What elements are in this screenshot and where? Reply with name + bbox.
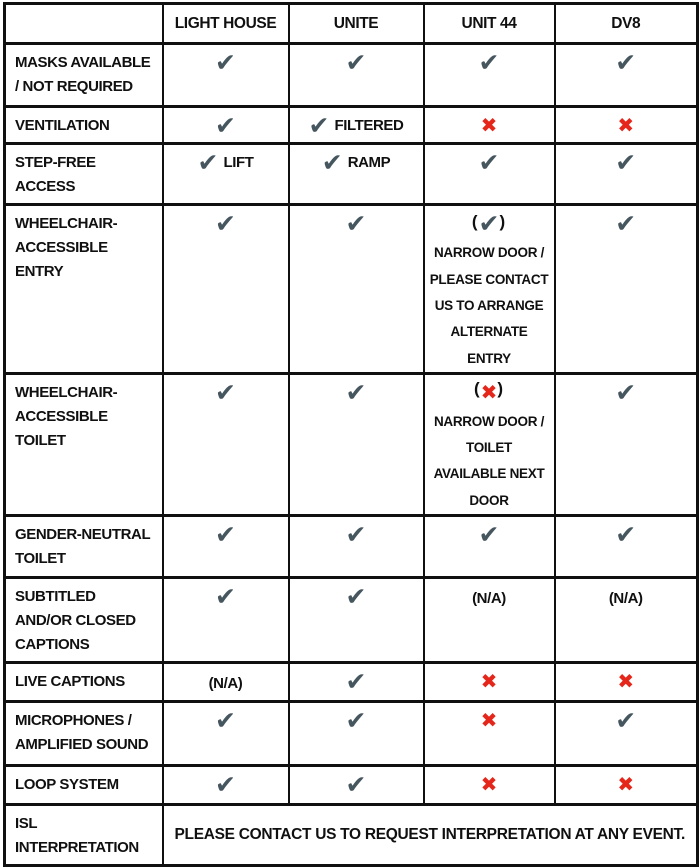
- mark-line: [345, 770, 367, 800]
- table-row: [5, 205, 698, 374]
- mark-line: [345, 582, 367, 612]
- mark-line: [345, 48, 367, 77]
- mark-line: [473, 378, 505, 404]
- cross-icon: ✖: [617, 669, 635, 694]
- cell-note: NARROW DOOR / PLEASE CONTACT US TO ARRANGE ALTERNATE ENTRY: [429, 245, 549, 366]
- venue-cell: [555, 702, 698, 766]
- check-icon: ✔: [215, 48, 236, 77]
- venue-cell: [555, 44, 698, 107]
- mark-line: [615, 48, 637, 77]
- check-icon: ✔: [197, 148, 219, 177]
- na-text: (N/A): [208, 675, 243, 693]
- venue-cell: [163, 44, 289, 107]
- venue-cell: [289, 107, 424, 144]
- check-icon: ✔: [345, 48, 367, 77]
- venue-cell: [289, 205, 424, 374]
- mark-line: [615, 209, 637, 238]
- table-body: [5, 44, 698, 866]
- mark-line: [478, 148, 500, 177]
- table-row: [5, 702, 698, 766]
- mark-suffix-label: FILTERED: [334, 117, 404, 134]
- venue-cell: [163, 663, 289, 702]
- isl-note-text: PLEASE CONTACT US TO REQUEST INTERPRETATION AT ANY EVENT.: [174, 826, 685, 844]
- check-icon: ✔: [345, 770, 367, 800]
- table-row: [5, 805, 698, 866]
- na-text: (N/A): [472, 590, 506, 608]
- venue-cell: [289, 373, 424, 515]
- venue-cell: [289, 663, 424, 702]
- venue-cell: [163, 107, 289, 144]
- venue-cell: [555, 205, 698, 374]
- venue-cell: [289, 702, 424, 766]
- feature-label: SUBTITLED AND/OR CLOSED CAPTIONS: [5, 578, 163, 663]
- check-icon: ✔: [215, 377, 236, 407]
- venue-cell: [555, 663, 698, 702]
- corner-cell: [5, 4, 163, 44]
- venue-cell: [424, 205, 555, 374]
- mark-suffix-label: LIFT: [223, 154, 254, 171]
- venue-cell: [163, 205, 289, 374]
- check-icon: ✔: [215, 111, 236, 140]
- venue-cell: [555, 144, 698, 205]
- venue-cell: [163, 766, 289, 805]
- feature-label: WHEELCHAIR-ACCESSIBLE TOILET: [5, 373, 163, 515]
- check-icon: ✔: [345, 377, 367, 407]
- table-row: [5, 516, 698, 578]
- mark-line: [215, 770, 236, 800]
- mark-line: [345, 377, 367, 407]
- check-icon: ✔: [615, 148, 637, 177]
- venue-cell: [424, 107, 555, 144]
- mark-line: [345, 706, 367, 736]
- feature-label: LOOP SYSTEM: [5, 766, 163, 805]
- mark-line: [215, 209, 236, 238]
- mark-line: [480, 772, 498, 797]
- check-icon: ✔: [615, 520, 637, 550]
- mark-suffix-label: RAMP: [347, 154, 391, 171]
- venue-cell: [555, 578, 698, 663]
- feature-label: VENTILATION: [5, 107, 163, 144]
- mark-line: [215, 377, 236, 407]
- check-icon: ✔: [345, 209, 367, 238]
- mark-line: [617, 669, 635, 694]
- mark-line: [345, 520, 367, 550]
- cross-icon: ✖: [480, 772, 498, 797]
- check-icon: ✔: [345, 667, 367, 697]
- mark-line: [615, 148, 637, 177]
- mark-line: [480, 669, 498, 694]
- venue-cell: [163, 702, 289, 766]
- feature-label: MICROPHONES / AMPLIFIED SOUND: [5, 702, 163, 766]
- column-header-unite: UNITE: [289, 4, 424, 44]
- feature-label: WHEELCHAIR-ACCESSIBLE ENTRY: [5, 205, 163, 374]
- venue-cell: [289, 144, 424, 205]
- na-text: (N/A): [608, 590, 643, 608]
- mark-line: [345, 667, 367, 697]
- venue-cell: [424, 373, 555, 515]
- venue-cell: [555, 107, 698, 144]
- paren-open: (: [473, 378, 481, 398]
- check-icon: ✔: [478, 48, 500, 77]
- check-icon: ✔: [321, 148, 343, 177]
- table-header: [5, 4, 698, 44]
- table-row: [5, 44, 698, 107]
- paren-close: ): [499, 212, 507, 231]
- mark-line: [215, 706, 236, 736]
- mark-line: [215, 48, 236, 77]
- table-row: [5, 766, 698, 805]
- feature-label: GENDER-NEUTRAL TOILET: [5, 516, 163, 578]
- venue-cell: [289, 766, 424, 805]
- paren-close: ): [497, 378, 505, 398]
- mark-line: [480, 708, 498, 733]
- check-icon: ✔: [615, 209, 637, 238]
- venue-cell: [163, 578, 289, 663]
- cross-icon: ✖: [480, 708, 498, 733]
- venue-cell: [555, 766, 698, 805]
- venue-cell: [163, 373, 289, 515]
- mark-line: [478, 520, 500, 550]
- venue-cell: [424, 663, 555, 702]
- check-icon: ✔: [215, 520, 236, 550]
- mark-line: [345, 209, 367, 238]
- header-row: [5, 4, 698, 44]
- column-header-light-house: LIGHT HOUSE: [163, 4, 289, 44]
- isl-note-cell: [163, 805, 698, 866]
- venue-cell: [289, 578, 424, 663]
- check-icon: ✔: [215, 582, 236, 612]
- mark-line: [617, 113, 635, 137]
- check-icon: ✔: [478, 148, 500, 177]
- venue-cell: [424, 144, 555, 205]
- check-icon: ✔: [345, 520, 367, 550]
- mark-line: [615, 706, 637, 736]
- venue-cell: [424, 44, 555, 107]
- venue-cell: [163, 516, 289, 578]
- mark-line: [215, 111, 236, 140]
- check-icon: ✔: [615, 377, 637, 407]
- check-icon: ✔: [615, 706, 637, 736]
- paren-open: (: [471, 212, 479, 231]
- mark-line: [308, 111, 330, 140]
- check-icon: ✔: [615, 48, 637, 77]
- check-icon: ✔: [215, 706, 236, 736]
- check-icon: ✔: [345, 706, 367, 736]
- venue-accessibility-table: [3, 2, 699, 867]
- mark-line: [480, 113, 498, 137]
- cross-icon: ✖: [480, 113, 498, 137]
- check-icon: ✔: [345, 582, 367, 612]
- cross-icon: ✖: [617, 113, 635, 137]
- check-icon: ✔: [478, 520, 500, 550]
- mark-line: [615, 377, 637, 407]
- column-header-dv8: DV8: [555, 4, 698, 44]
- venue-cell: [424, 516, 555, 578]
- cross-icon: ✖: [617, 772, 635, 797]
- venue-cell: [424, 578, 555, 663]
- table-row: [5, 373, 698, 515]
- venue-cell: [555, 516, 698, 578]
- venue-accessibility-table-wrap: [3, 2, 699, 867]
- mark-line: [615, 520, 637, 550]
- mark-line: [471, 209, 507, 238]
- cross-icon: ✖: [480, 379, 498, 404]
- feature-label: MASKS AVAILABLE / NOT REQUIRED: [5, 44, 163, 107]
- check-icon: ✔: [215, 770, 236, 800]
- cell-note: NARROW DOOR / TOILET AVAILABLE NEXT DOOR: [433, 413, 545, 508]
- mark-line: [478, 48, 500, 77]
- feature-label: STEP-FREE ACCESS: [5, 144, 163, 205]
- table-row: [5, 144, 698, 205]
- mark-line: [197, 148, 219, 177]
- mark-line: [617, 772, 635, 797]
- venue-cell: [163, 144, 289, 205]
- table-row: [5, 107, 698, 144]
- cross-icon: ✖: [480, 669, 498, 694]
- table-row: [5, 663, 698, 702]
- mark-line: [321, 148, 343, 177]
- mark-line: [215, 520, 236, 550]
- mark-line: [215, 582, 236, 612]
- table-row: [5, 578, 698, 663]
- venue-cell: [289, 516, 424, 578]
- check-icon: ✔: [478, 209, 500, 238]
- check-icon: ✔: [308, 111, 330, 140]
- check-icon: ✔: [215, 209, 236, 238]
- feature-label: LIVE CAPTIONS: [5, 663, 163, 702]
- feature-label: ISL INTERPRETATION: [5, 805, 163, 866]
- venue-cell: [289, 44, 424, 107]
- venue-cell: [424, 702, 555, 766]
- column-header-unit-44: UNIT 44: [424, 4, 555, 44]
- venue-cell: [424, 766, 555, 805]
- venue-cell: [555, 373, 698, 515]
